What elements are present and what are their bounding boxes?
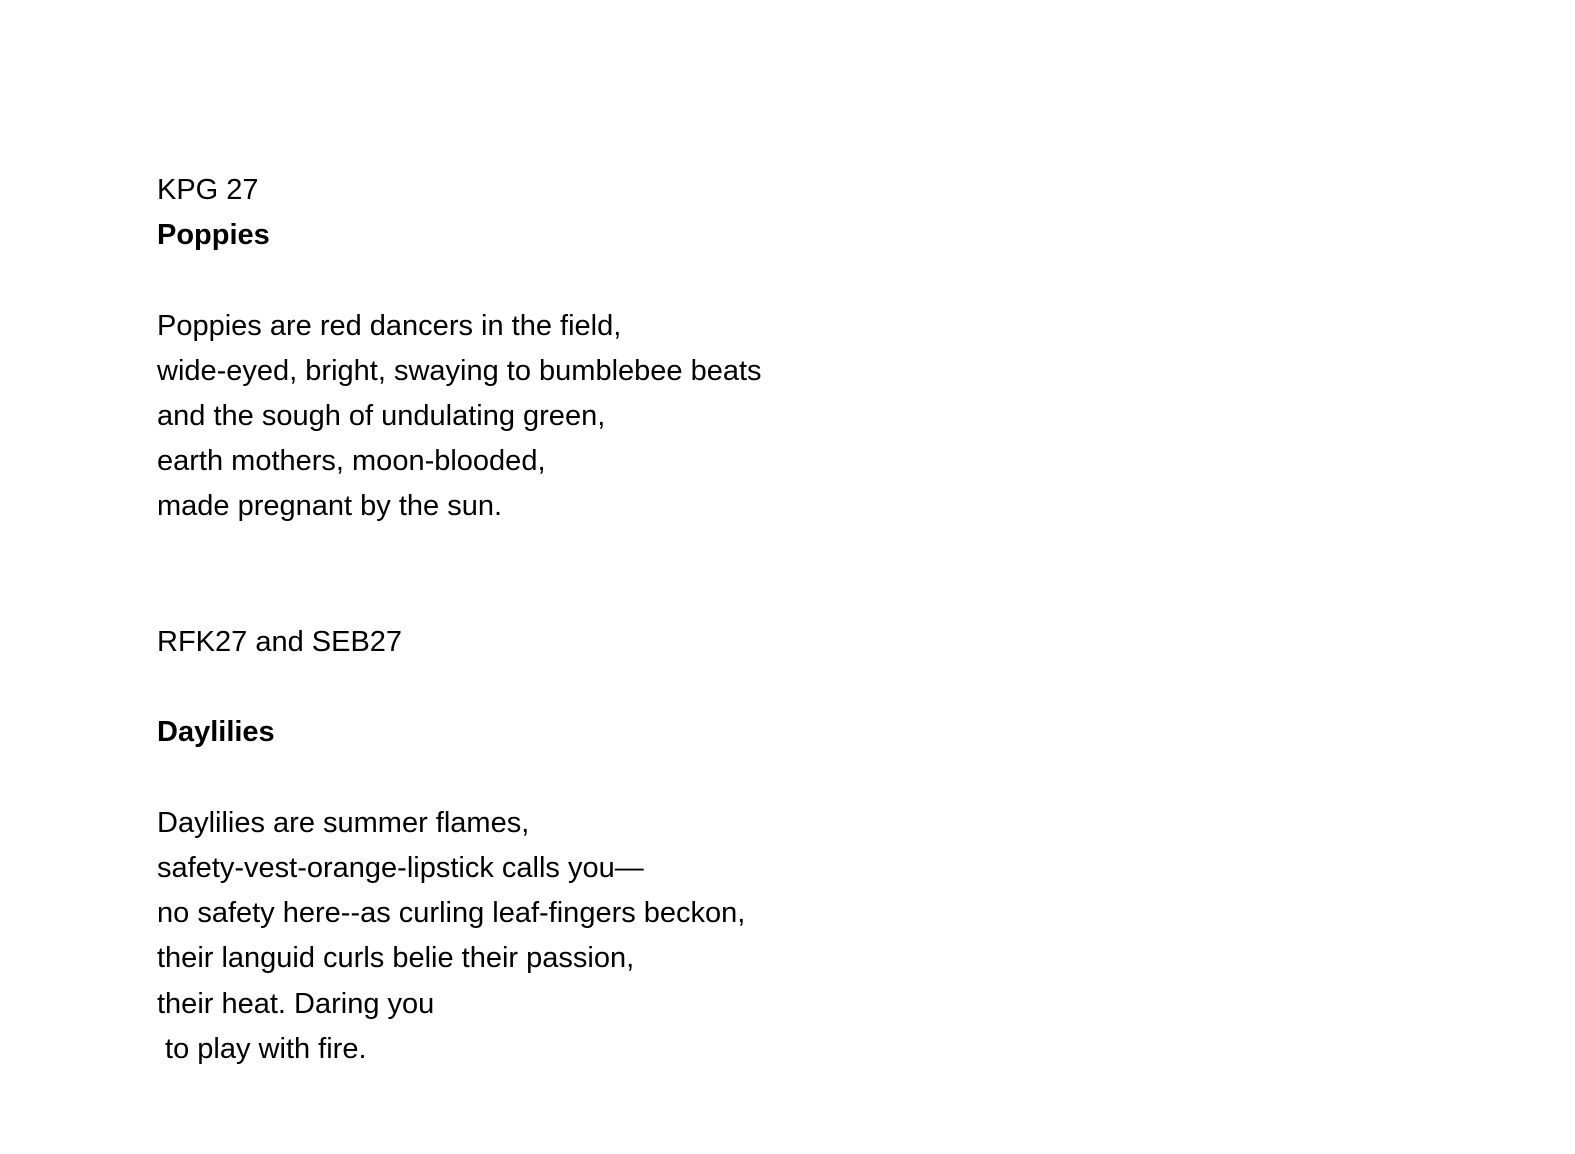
poem-line: their heat. Daring you xyxy=(157,987,435,1020)
poem-title: Poppies xyxy=(157,219,270,252)
poem-title: Daylilies xyxy=(157,716,275,749)
blank-line xyxy=(157,258,1357,303)
poem-line: and the sough of undulating green, xyxy=(157,400,606,432)
poem-line: Poppies are red dancers in the field, xyxy=(157,309,622,342)
poem-line: no safety here--as curling leaf-fingers beckon, xyxy=(157,897,746,930)
poem-code: KPG 27 xyxy=(157,174,259,206)
document-page xyxy=(157,168,1357,1072)
blank-line xyxy=(157,575,1357,620)
poem-line: wide-eyed, bright, swaying to bumblebee beats xyxy=(157,354,762,387)
poem-line: their languid curls belie their passion, xyxy=(157,942,635,975)
poem-line: to play with fire. xyxy=(157,1032,367,1065)
poem-line: made pregnant by the sun. xyxy=(157,490,503,523)
blank-line xyxy=(157,530,1357,575)
poem-code: RFK27 and SEB27 xyxy=(157,625,403,658)
blank-line xyxy=(157,756,1357,801)
blank-line xyxy=(157,665,1357,710)
poem-line: earth mothers, moon-blooded, xyxy=(157,445,546,478)
poem-line: Daylilies are summer flames, xyxy=(157,806,530,839)
poem-line: safety-vest-orange-lipstick calls you— xyxy=(157,851,644,884)
